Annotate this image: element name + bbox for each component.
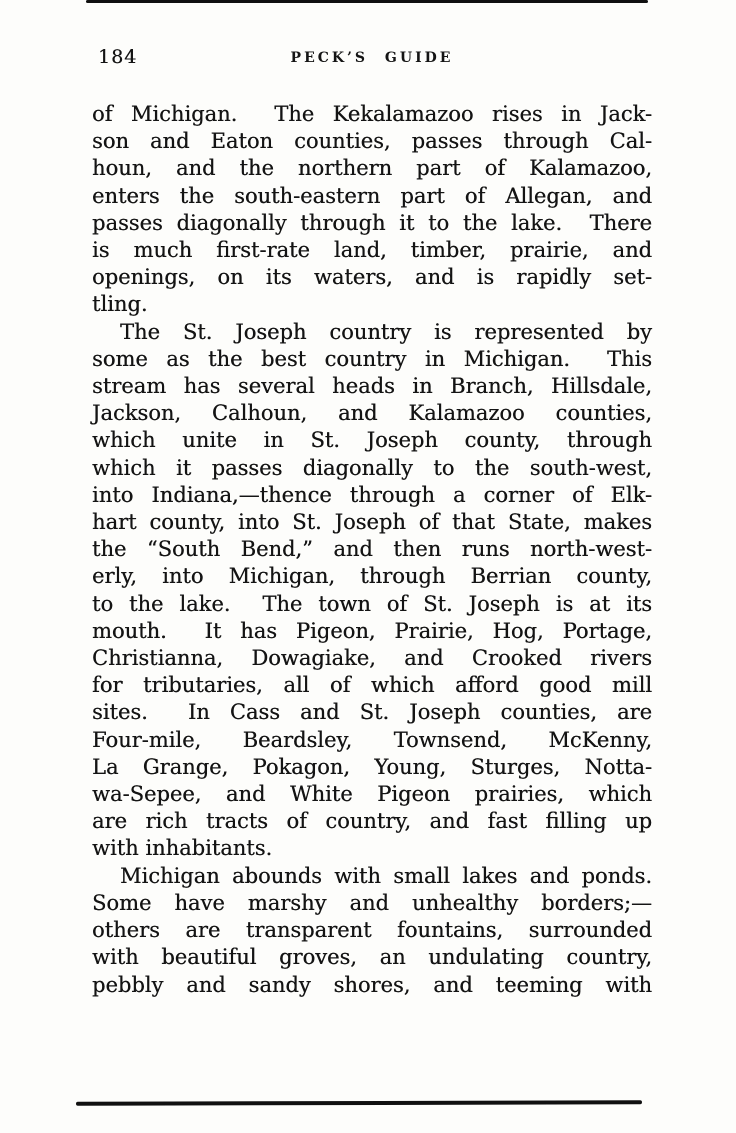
text-line: with beautiful groves, an undulating country, <box>92 945 652 970</box>
paragraph <box>92 101 652 319</box>
page-number: 184 <box>98 46 138 68</box>
scan-artifact-top-line <box>86 0 648 3</box>
text-line: mouth. It has Pigeon, Prairie, Hog, Portage, <box>92 618 652 643</box>
text-line: is much first-rate land, timber, prairie, and <box>92 238 652 263</box>
text-line: Jackson, Calhoun, and Kalamazoo counties, <box>92 401 652 426</box>
text-line: which it passes diagonally to the south-west, <box>92 455 652 480</box>
text-line: others are transparent fountains, surrounded <box>92 918 652 943</box>
text-line: La Grange, Pokagon, Young, Sturges, Notta- <box>92 754 652 779</box>
text-line: the “South Bend,” and then runs north-west- <box>92 537 652 562</box>
text-line: houn, and the northern part of Kalamazoo, <box>92 156 652 181</box>
text-line: pebbly and sandy shores, and teeming with <box>92 972 652 997</box>
text-line: The St. Joseph country is represented by <box>120 319 652 344</box>
text-line: sites. In Cass and St. Joseph counties, are <box>92 700 652 725</box>
paragraph <box>92 863 652 999</box>
text-line: with inhabitants. <box>92 836 273 861</box>
text-line: Michigan abounds with small lakes and ponds. <box>120 863 652 888</box>
text-line: enters the south-eastern part of Allegan, and <box>92 183 652 208</box>
running-title: PECK’S GUIDE <box>290 50 454 66</box>
text-line: openings, on its waters, and is rapidly set- <box>92 265 652 290</box>
text-line: Christianna, Dowagiake, and Crooked rivers <box>92 646 652 671</box>
text-line: Four-mile, Beardsley, Townsend, McKenny, <box>92 727 652 752</box>
text-line: stream has several heads in Branch, Hillsdale, <box>92 374 652 399</box>
text-line: for tributaries, all of which afford good mill <box>92 673 652 698</box>
page-header <box>92 46 652 70</box>
text-line: some as the best country in Michigan. This <box>92 346 652 371</box>
text-line: Some have marshy and unhealthy borders;— <box>92 890 652 915</box>
page-body <box>92 101 652 999</box>
text-line: hart county, into St. Joseph of that State, makes <box>92 510 652 535</box>
text-line: which unite in St. Joseph county, through <box>92 428 652 453</box>
text-line: to the lake. The town of St. Joseph is at its <box>92 591 652 616</box>
text-line: tling. <box>92 292 148 317</box>
text-line: of Michigan. The Kekalamazoo rises in Jack- <box>92 102 652 126</box>
paragraph <box>92 319 652 863</box>
scan-artifact-bottom-line <box>76 1100 642 1105</box>
text-line: wa-Sepee, and White Pigeon prairies, which <box>92 782 652 807</box>
text-line: passes diagonally through it to the lake. There <box>92 210 652 235</box>
text-line: are rich tracts of country, and fast filling up <box>92 809 652 834</box>
text-line: into Indiana,—thence through a corner of Elk- <box>92 482 652 507</box>
text-line: erly, into Michigan, through Berrian county, <box>92 564 652 589</box>
text-line: son and Eaton counties, passes through Cal- <box>92 129 652 154</box>
